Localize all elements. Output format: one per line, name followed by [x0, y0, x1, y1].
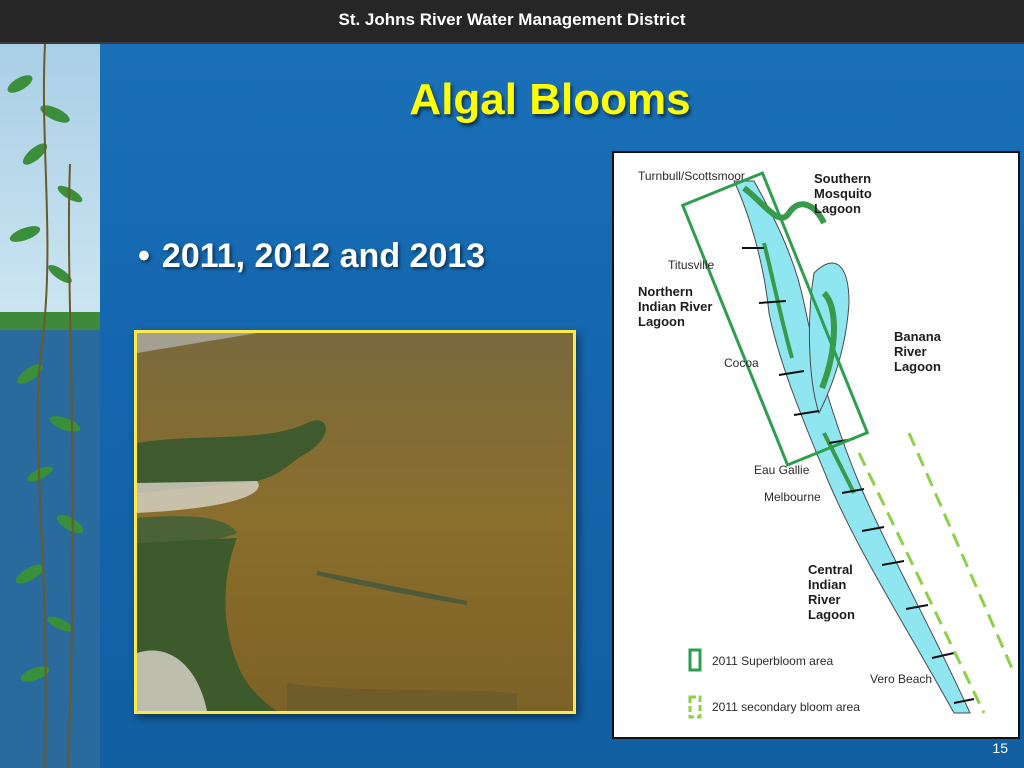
label-northern-irl: Northern Indian River Lagoon [638, 284, 713, 329]
label-turnbull: Turnbull/Scottsmoor [638, 169, 745, 183]
org-name: St. Johns River Water Management District [338, 10, 686, 29]
label-melbourne: Melbourne [764, 490, 821, 504]
aerial-bloom-photo [134, 330, 576, 714]
label-southern-mosquito-lagoon: Southern Mosquito Lagoon [814, 171, 872, 216]
label-cocoa: Cocoa [724, 356, 759, 370]
bullet-item [138, 234, 485, 278]
legend-secondary-bloom: 2011 secondary bloom area [712, 700, 860, 714]
bullet-dot: • [138, 237, 150, 275]
slide-title: Algal Blooms [409, 75, 691, 124]
map-drawing [614, 153, 1018, 737]
bullet-text: 2011, 2012 and 2013 [161, 237, 486, 275]
mangrove-image [0, 44, 100, 768]
aerial-photo-image [137, 333, 573, 711]
label-central-irl: Central Indian River Lagoon [808, 562, 855, 622]
label-vero-beach: Vero Beach [870, 672, 933, 686]
label-banana-river-lagoon: Banana River Lagoon [894, 329, 941, 374]
label-titusville: Titusville [668, 258, 715, 272]
label-eau-gallie: Eau Gallie [754, 463, 810, 477]
lagoon-bloom-map [612, 151, 1020, 739]
mangrove-decoration [0, 44, 100, 768]
legend-superbloom: 2011 Superbloom area [712, 654, 834, 668]
header-bar [0, 0, 1024, 44]
page-number: 15 [992, 740, 1008, 756]
